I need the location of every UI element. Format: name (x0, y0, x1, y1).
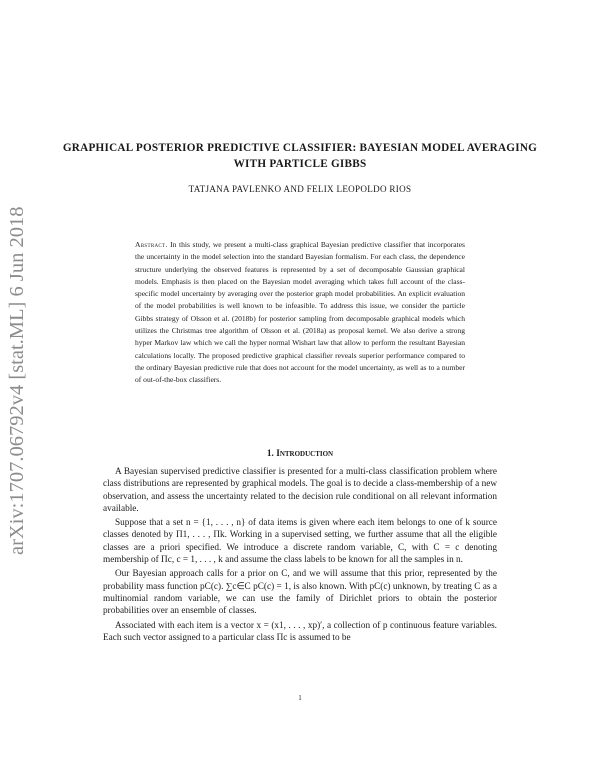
page-number: 1 (298, 694, 302, 702)
section-title: Introduction (276, 449, 334, 459)
body-paragraph: Suppose that a set n = {1, . . . , n} of data items is given where each item belongs to one of k source classes denoted by Π1, . . . , Πk. Working in a supervised setting, we further assume that all the eligible classes are a priori specified. We introduce a discrete random variable, C, with C = c denoting membership of Πc, c = 1, . . . , k and assume the class labels to be known for all the samples in n. (103, 518, 497, 566)
abstract-label: Abstract. (135, 240, 168, 249)
body-paragraph: Associated with each item is a vector x = (x1, . . . , xp)′, a collection of p continuous feature variables. Each such vector assigned to a particular class Πc is assumed to be (103, 620, 497, 643)
introduction-body (103, 466, 497, 646)
body-paragraph: Our Bayesian approach calls for a prior on C, and we will assume that this prior, represented by the probability mass function pC(c). ∑c∈C pC(c) = 1, is also known. With pC(c) unknown, by treating C as a multinomial random variable, we can use the family of Dirichlet priors to obtain the posterior probabilities over an ensemble of classes. (103, 569, 497, 617)
arxiv-identifier[interactable]: arXiv:1707.06792v4 [stat.ML] 6 Jun 2018 (6, 206, 28, 555)
paper-title: GRAPHICAL POSTERIOR PREDICTIVE CLASSIFIER: BAYESIAN MODEL AVERAGING WITH PARTICLE GIBBS (62, 142, 538, 170)
body-paragraph: A Bayesian supervised predictive classifier is presented for a multi-class classification problem where class distributions are represented by graphical models. The goal is to decide a class-membership of a new observation, and assess the uncertainty related to the decision rule conditional on all relevant information available. (103, 467, 497, 514)
section-heading (60, 449, 540, 459)
abstract (135, 239, 465, 387)
abstract-text: In this study, we present a multi-class graphical Bayesian predictive classifier that incorporates the uncertainty in the model selection into the standard Bayesian formalism. For each class, the dependence structure underlying the observed features is represented by a set of decomposable Gaussian graphical models. Emphasis is then placed on the Bayesian model averaging which takes full account of the class-specific model uncertainty by averaging over the posterior graph model probabilities. An explicit evaluation of the model probabilities is well known to be infeasible. To address this issue, we consider the particle Gibbs strategy of Olsson et al. (2018b) for posterior sampling from decomposable graphical models which utilizes the Christmas tree algorithm of Olsson et al. (2018a) as proposal kernel. We also derive a strong hyper Markov law which we call the hyper normal Wishart law that allow to perform the resultant Bayesian calculations locally. The proposed predictive graphical classifier reveals superior performance compared to the ordinary Bayesian predictive rule that does not account for the model uncertainty, as well as to a number of out-of-the-box classifiers. (135, 240, 465, 385)
section-number: 1. (266, 449, 274, 459)
paper-authors: TATJANA PAVLENKO AND FELIX LEOPOLDO RIOS (188, 184, 412, 194)
